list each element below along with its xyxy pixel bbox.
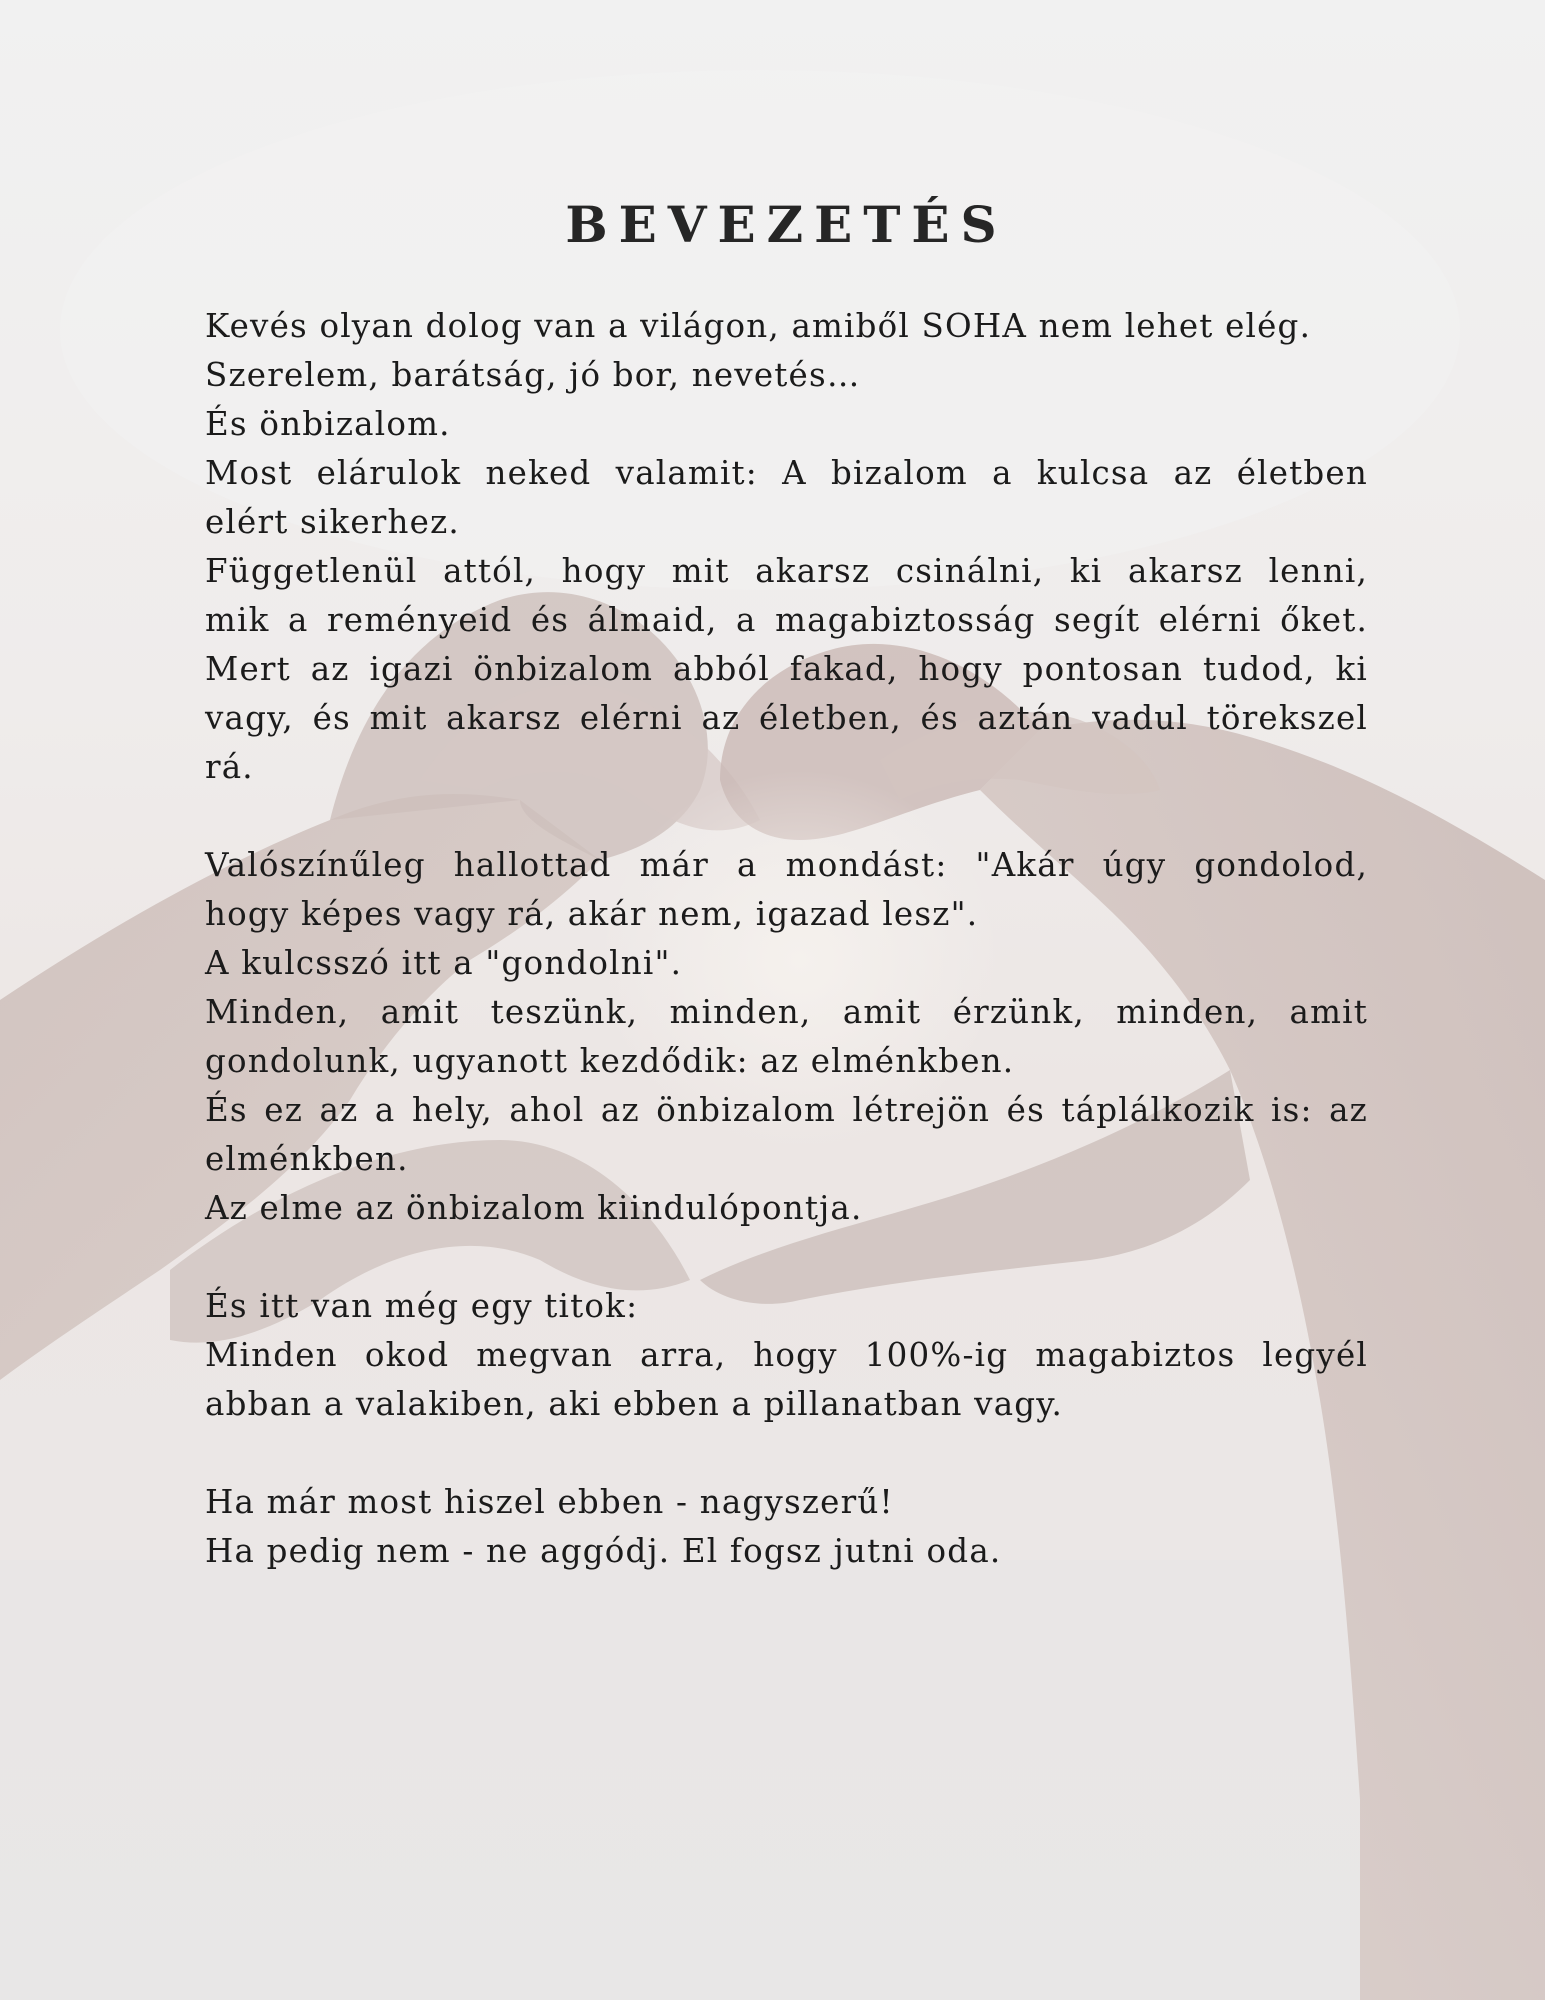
text-line: vagy, és mit akarsz elérni az életben, és aztán vadul törekszel bbox=[205, 699, 1368, 737]
body-text bbox=[205, 302, 1368, 1576]
text-line: Az elme az önbizalom kiindulópontja. bbox=[205, 1189, 863, 1227]
text-line: gondolunk, ugyanott kezdődik: az elménkben. bbox=[205, 1042, 1015, 1080]
paragraph-gap bbox=[205, 792, 1368, 841]
text-line: A kulcsszó itt a "gondolni". bbox=[205, 944, 683, 982]
text-line: abban a valakiben, aki ebben a pillanatban vagy. bbox=[205, 1385, 1064, 1423]
text-line: Most elárulok neked valamit: A bizalom a kulcsa az életben bbox=[205, 454, 1368, 492]
text-line: Ha pedig nem - ne aggódj. El fogsz jutni oda. bbox=[205, 1532, 1002, 1570]
paragraph-gap bbox=[205, 1429, 1368, 1478]
text-line: Valószínűleg hallottad már a mondást: "Akár úgy gondolod, bbox=[205, 846, 1368, 884]
text-line: Minden okod megvan arra, hogy 100%-ig magabiztos legyél bbox=[205, 1336, 1368, 1374]
text-line: Szerelem, barátság, jó bor, nevetés… bbox=[205, 356, 861, 394]
text-line: elért sikerhez. bbox=[205, 503, 460, 541]
text-line: hogy képes vagy rá, akár nem, igazad lesz". bbox=[205, 895, 979, 933]
text-line: Mert az igazi önbizalom abból fakad, hogy pontosan tudod, ki bbox=[205, 650, 1368, 688]
text-line: elménkben. bbox=[205, 1140, 409, 1178]
text-line: És ez az a hely, ahol az önbizalom létrejön és táplálkozik is: az bbox=[205, 1091, 1368, 1129]
text-line: És itt van még egy titok: bbox=[205, 1287, 639, 1325]
paragraph-gap bbox=[205, 1233, 1368, 1282]
page-title: BEVEZETÉS bbox=[565, 195, 1008, 254]
text-line: Ha már most hiszel ebben - nagyszerű! bbox=[205, 1483, 894, 1521]
text-line: mik a reményeid és álmaid, a magabiztosság segít elérni őket. bbox=[205, 601, 1368, 639]
text-line: Függetlenül attól, hogy mit akarsz csinálni, ki akarsz lenni, bbox=[205, 552, 1368, 590]
text-line: És önbizalom. bbox=[205, 405, 451, 443]
text-line: rá. bbox=[205, 748, 254, 786]
text-line: Kevés olyan dolog van a világon, amiből SOHA nem lehet elég. bbox=[205, 307, 1312, 345]
text-line: Minden, amit teszünk, minden, amit érzünk, minden, amit bbox=[205, 993, 1368, 1031]
